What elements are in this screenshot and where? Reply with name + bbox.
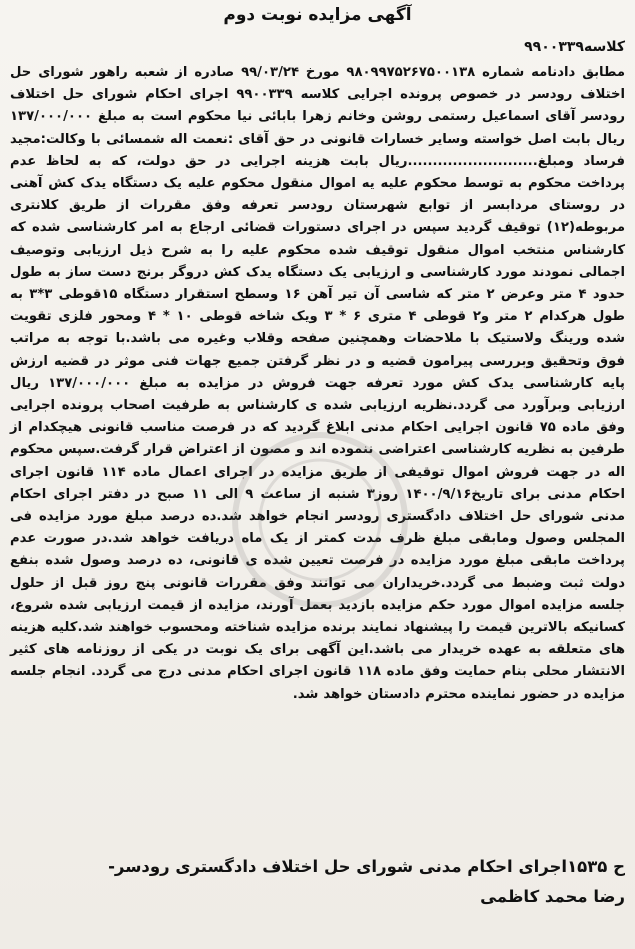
notice-footer (10, 852, 625, 912)
footer-signatory-office: ح ۱۵۳۵اجرای احکام مدنی شورای حل اختلاف دادگستری رودسر- (108, 857, 625, 876)
notice-title: آگهی مزایده نوبت دوم (223, 5, 412, 25)
notice-body: مطابق دادنامه شماره ۹۸۰۹۹۷۵۲۶۷۵۰۰۱۳۸ مورخ ۹۹/۰۳/۲۴ صادره از شعبه راهور شورای حل اختلاف رودسر در خصوص پرونده اجرایی کلاسه ۹۹۰۰۳۳۹ اجرای احکام شورای حل اختلاف رودسر آقای اسماعیل رستمی روشن وخانم زهرا بابائی نیا محکوم است به مبلغ ۱۳۷/۰۰۰/۰۰۰ ریال بابت اصل خواسته وسایر خسارات قانونی در حق آقای :نعمت اله شمسائی با وکالت:مجید فرساد ومبلغ..........................ریال بابت هزینه اجرایی در حق دولت، که به لحاظ عدم پرداخت محکوم به توسط محکوم علیه یه اموال منقول محکوم علیه یک دستگاه یدک کش آهنی در روستای مردابسر از توابع شهرستان رودسر تعرفه وفق مقررات از طریق کلانتری مربوطه(۱۲) توقیف گردید سپس در اجرای دستورات قضائی ارجاع به امر کارشناسی شده که کارشناس منتخب اموال منقول توقیف شده محکوم علیه را به شرح ذیل ارزیابی وتوصیف اجمالی نمودند مورد کارشناسی و ارزیابی یک دستگاه یدک کش دروگر برنج دست ساز به طول حدود ۴ متر وعرض ۲ متر که شاسی آن تیر آهن ۱۶ وسطح استقرار دستگاه ۱۵قوطی ۳*۳ به طول هرکدام ۲ متر و۲ قوطی ۴ متری ۶ * ۳ ویک شاخه قوطی ۱۰ * ۴ ومحور فلزی تقویت شده ورینگ ولاستیک با ملاحضات وهمچنین صفحه وقلاب وغیره می باشد.با توجه به مراتب فوق وتحقیق وبررسی پیرامون قضیه و در نظر گرفتن جمیع جهات فنی موثر در قضیه ارزش پایه کارشناسی یدک کش مورد تعرفه جهت فروش در مزایده به مبلغ ۱۳۷/۰۰۰/۰۰۰ ریال ارزیابی وبرآورد می گردد.نظریه ارزیابی شده ی کارشناس به طرفیت اصحاب پرونده اجرایی وفق ماده ۷۵ قانون اجرایی احکام مدنی ابلاغ گردید که در فرصت مناسب قانونی هیچکدام از طرفین به نظریه کارشناسی اعتراضی ننموده اند و مصون از اعتراض قرار گرفت.سپس محکوم اله در جهت فروش اموال توقیفی از طریق مزایده در اجرای اعمال ماده ۱۱۴ قانون اجرای احکام مدنی برای تاریخ۱۴۰۰/۹/۱۶ روز۳ شنبه از ساعت ۹ الی ۱۱ صبح در دفتر اجرای احکام مدنی شورای حل اختلاف دادگستری رودسر انجام خواهد شد.ده درصد مبلغ مورد مزایده فی المجلس وصول ومابقی مبلغ ظرف مدت کمتر از یک ماه دریافت خواهد شد.در صورت عدم پرداخت مابقی مبلغ مورد مزایده در فرصت تعیین شده ی قانونی، ده درصد وصول شده بنفع دولت ثبت وضبط می گردد.خریداران می توانند وفق مقررات قانونی پنج روز قبل از حلول جلسه مزایده اموال مورد حکم مزایده بازدید بعمل آورند، مزایده از قیمت ارزیابی شده شروع، کسانیکه بالاترین قیمت را پیشنهاد نمایند برنده مزایده شناخته ومحسوب خواهند شد.کلیه هزینه های متعلقه به عهده خریدار می باشد.این آگهی برای یک نوبت در یکی از روزنامه های کثیر الانتشار محلی بنام حمایت وفق ماده ۱۱۸ قانون اجرای احکام مدنی درج می گردد. انجام جلسه مزایده در حضور نماینده محترم دادستان خواهد شد. (10, 65, 626, 702)
case-number: کلاسه۹۹۰۰۳۳۹ (524, 39, 625, 55)
footer-signatory-name: رضا محمد کاظمی (480, 887, 625, 906)
